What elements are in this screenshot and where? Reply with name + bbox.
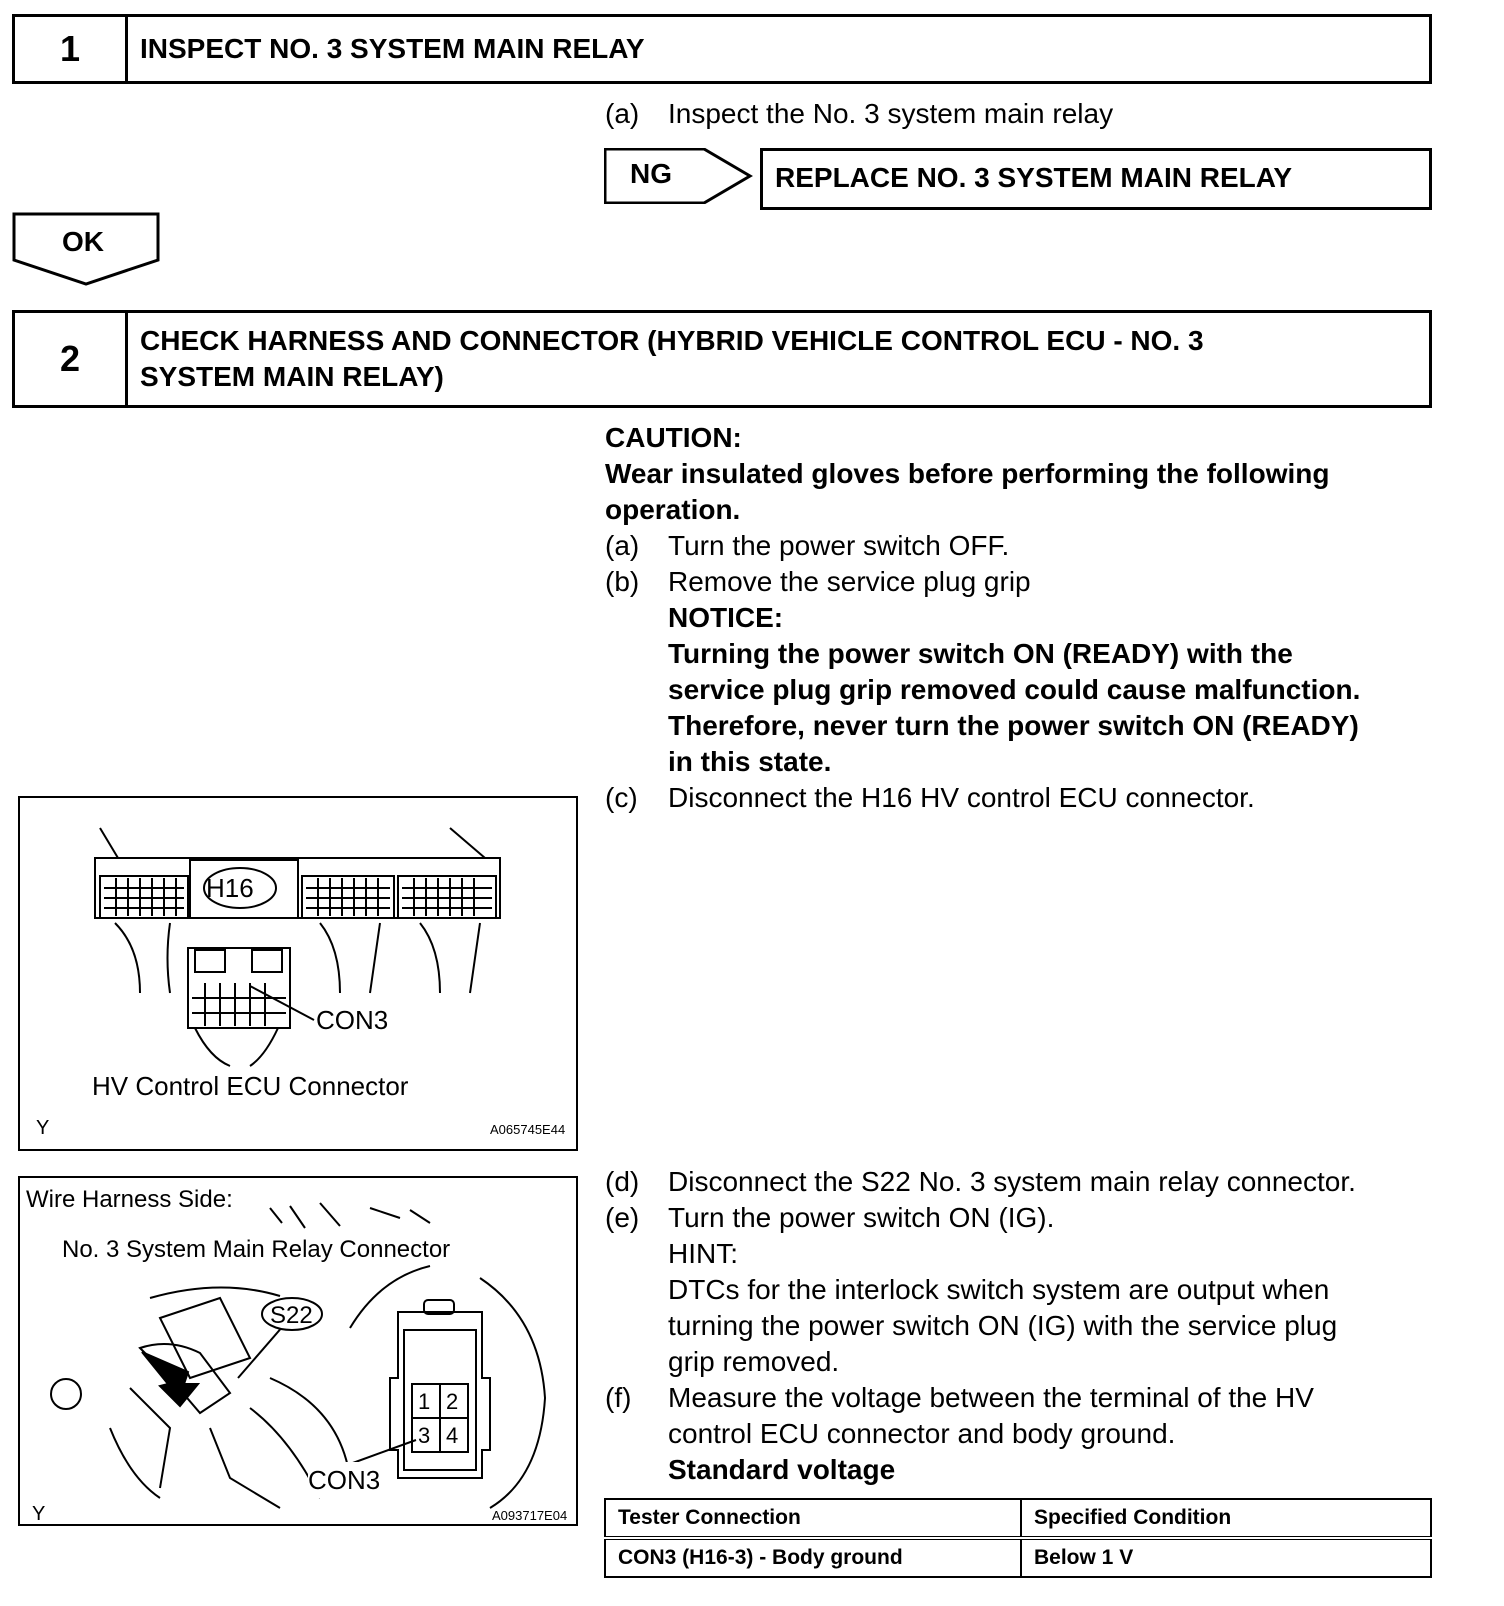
pin-label: 2 (446, 1389, 459, 1414)
wire-harness-side-label: Wire Harness Side: (26, 1182, 233, 1218)
step-2-header (12, 310, 1432, 408)
step-number: 1 (15, 17, 128, 81)
figure-caption: HV Control ECU Connector (92, 1071, 409, 1101)
substep-text: Measure the voltage between the terminal of the HV (668, 1382, 1314, 1413)
notice-text: Therefore, never turn the power switch ON (READY) (668, 710, 1359, 741)
table-cell: CON3 (H16-3) - Body ground (605, 1538, 1021, 1577)
substep-label: (c) (605, 782, 638, 813)
table-cell: Below 1 V (1021, 1538, 1431, 1577)
substep-text: control ECU connector and body ground. (668, 1418, 1176, 1449)
substep-label: (b) (605, 566, 640, 597)
substep-label: (a) (605, 98, 640, 129)
ng-label: NG (630, 158, 672, 189)
standard-voltage-heading: Standard voltage (668, 1454, 896, 1485)
spec-table (604, 1498, 1432, 1578)
caution-heading: CAUTION: (605, 422, 742, 453)
substep-label: (a) (605, 530, 640, 561)
table-row (605, 1538, 1431, 1577)
step-title (128, 313, 1429, 405)
substep-label: (f) (605, 1382, 632, 1413)
pin-label: 1 (418, 1389, 431, 1414)
figure-main-relay-connector (18, 1176, 578, 1526)
figure-code: A093717E04 (492, 1508, 568, 1523)
notice-heading: NOTICE: (668, 602, 784, 633)
table-header: Tester Connection (605, 1499, 1021, 1538)
figure-hv-ecu-connector (18, 796, 578, 1151)
hint-text: turning the power switch ON (IG) with the service plug (668, 1310, 1338, 1341)
caution-text: Wear insulated gloves before performing the following (605, 458, 1330, 489)
pin-label: 4 (446, 1423, 459, 1448)
table-header-row (605, 1499, 1431, 1538)
figure-corner-mark: Y (32, 1503, 46, 1525)
step-1-header (12, 14, 1432, 84)
step-number: 2 (15, 313, 128, 405)
notice-text: in this state. (668, 746, 832, 777)
step-title-line: SYSTEM MAIN RELAY) (140, 361, 444, 392)
ng-action-box (760, 148, 1432, 210)
ng-arrow (604, 148, 754, 204)
substep-text: Disconnect the H16 HV control ECU connector. (668, 782, 1255, 813)
step-title: INSPECT NO. 3 SYSTEM MAIN RELAY (140, 33, 645, 64)
substep-text: Inspect the No. 3 system main relay (668, 98, 1114, 129)
figure-title: No. 3 System Main Relay Connector (62, 1236, 451, 1263)
table-header: Specified Condition (1021, 1499, 1431, 1538)
pin-label: 3 (418, 1423, 431, 1448)
caution-text: operation. (605, 494, 741, 525)
hint-text: grip removed. (668, 1346, 840, 1377)
connector-label-s22: S22 (270, 1302, 313, 1329)
ng-action-text: REPLACE NO. 3 SYSTEM MAIN RELAY (775, 162, 1293, 193)
hint-text: DTCs for the interlock switch system are output when (668, 1274, 1330, 1305)
ok-label: OK (62, 226, 104, 257)
substep-text: Turn the power switch ON (IG). (668, 1202, 1055, 1233)
figure-code: A065745E44 (490, 1122, 566, 1137)
terminal-label-con3: CON3 (316, 1005, 389, 1035)
terminal-label-con3: CON3 (308, 1462, 380, 1498)
connector-label-h16: H16 (206, 873, 254, 903)
relay-connector-drawing (20, 1178, 576, 1524)
substep-text: Disconnect the S22 No. 3 system main relay connector. (668, 1166, 1356, 1197)
hint-heading: HINT: (668, 1238, 738, 1269)
notice-text: Turning the power switch ON (READY) with the (668, 638, 1293, 669)
figure-corner-mark: Y (36, 1117, 50, 1139)
notice-text: service plug grip removed could cause malfunction. (668, 674, 1361, 705)
substep-label: (d) (605, 1166, 640, 1197)
step-title-line: CHECK HARNESS AND CONNECTOR (HYBRID VEHICLE CONTROL ECU - NO. 3 (140, 325, 1204, 356)
substep-text: Remove the service plug grip (668, 566, 1031, 597)
substep-text: Turn the power switch OFF. (668, 530, 1010, 561)
substep-label: (e) (605, 1202, 640, 1233)
